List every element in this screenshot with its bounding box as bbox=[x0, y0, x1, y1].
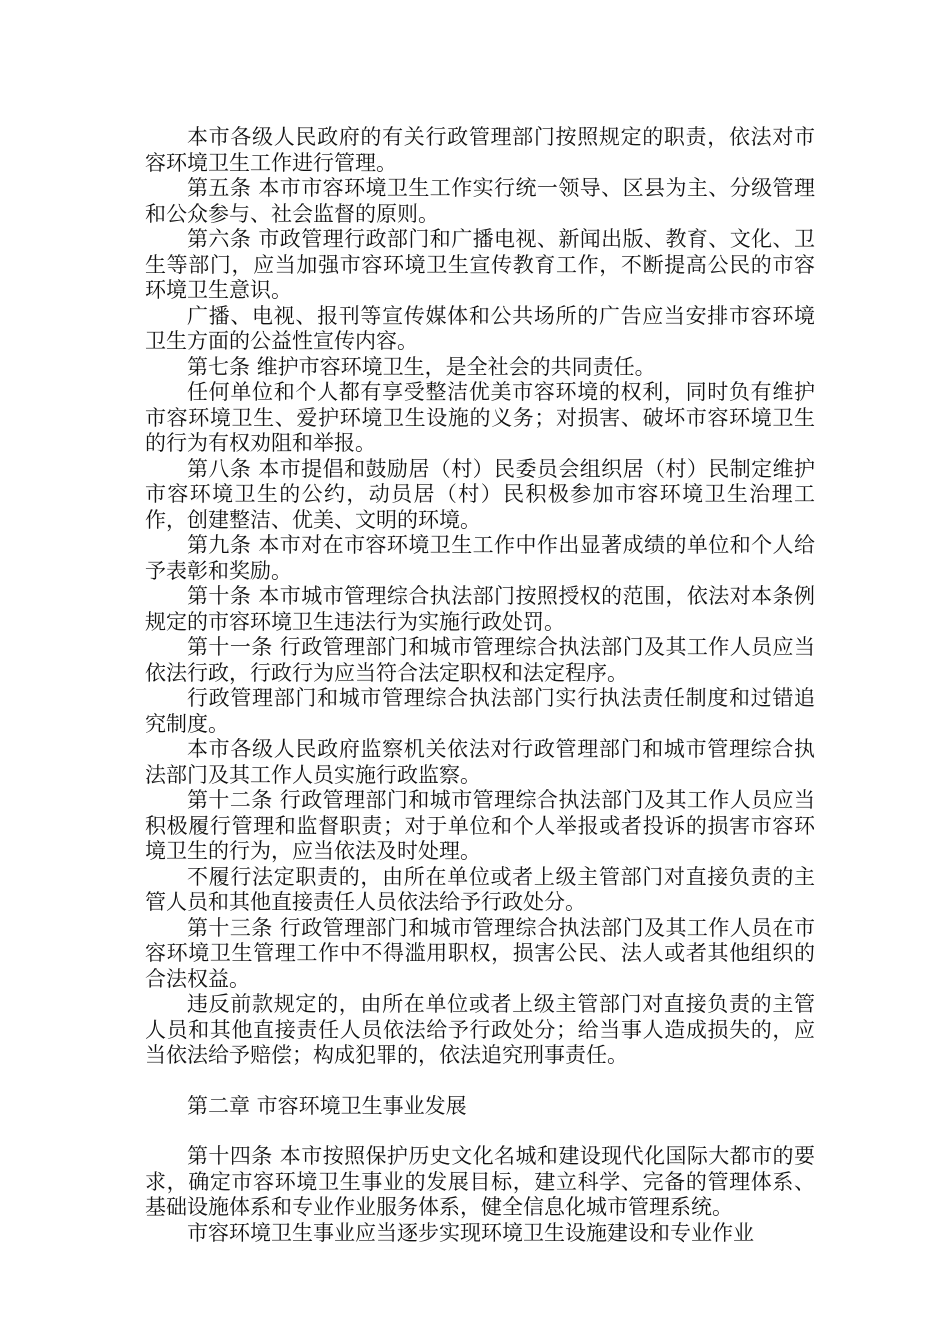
paragraph: 市容环境卫生事业应当逐步实现环境卫生设施建设和专业作业 bbox=[187, 1220, 754, 1245]
paragraph: 不履行法定职责的，由所在单位或者上级主管部门对直接负责的主管人员和其他直接责任人员依法给予行政处分。 bbox=[145, 864, 815, 914]
paragraph: 本市各级人民政府的有关行政管理部门按照规定的职责，依法对市容环境卫生工作进行管理。 bbox=[145, 125, 815, 175]
article-11: 第十一条 行政管理部门和城市管理综合执法部门及其工作人员应当依法行政，行政行为应当符合法定职权和法定程序。 bbox=[145, 635, 815, 685]
paragraph: 任何单位和个人都有享受整洁优美市容环境的权利，同时负有维护市容环境卫生、爱护环境卫生设施的义务；对损害、破坏市容环境卫生的行为有权劝阻和举报。 bbox=[145, 380, 815, 455]
paragraph: 广播、电视、报刊等宣传媒体和公共场所的广告应当安排市容环境卫生方面的公益性宣传内容。 bbox=[145, 303, 815, 353]
article-7: 第七条 维护市容环境卫生，是全社会的共同责任。 bbox=[187, 354, 656, 379]
article-12: 第十二条 行政管理部门和城市管理综合执法部门及其工作人员应当积极履行管理和监督职责；对于单位和个人举报或者投诉的损害市容环境卫生的行为，应当依法及时处理。 bbox=[145, 788, 815, 863]
paragraph: 本市各级人民政府监察机关依法对行政管理部门和城市管理综合执法部门及其工作人员实施行政监察。 bbox=[145, 737, 815, 787]
article-9: 第九条 本市对在市容环境卫生工作中作出显著成绩的单位和个人给予表彰和奖励。 bbox=[145, 533, 815, 583]
paragraph: 行政管理部门和城市管理综合执法部门实行执法责任制度和过错追究制度。 bbox=[145, 686, 815, 736]
article-13: 第十三条 行政管理部门和城市管理综合执法部门及其工作人员在市容环境卫生管理工作中不得滥用职权，损害公民、法人或者其他组织的合法权益。 bbox=[145, 915, 815, 991]
article-5: 第五条 本市市容环境卫生工作实行统一领导、区县为主、分级管理和公众参与、社会监督的原则。 bbox=[145, 176, 815, 226]
chapter-heading: 第二章 市容环境卫生事业发展 bbox=[187, 1093, 467, 1118]
article-6: 第六条 市政管理行政部门和广播电视、新闻出版、教育、文化、卫生等部门，应当加强市容环境卫生宣传教育工作，不断提高公民的市容环境卫生意识。 bbox=[145, 227, 815, 302]
article-14: 第十四条 本市按照保护历史文化名城和建设现代化国际大都市的要求，确定市容环境卫生事业的发展目标，建立科学、完备的管理体系、基础设施体系和专业作业服务体系，健全信息化城市管理系统。 bbox=[145, 1144, 815, 1219]
article-8: 第八条 本市提倡和鼓励居（村）民委员会组织居（村）民制定维护市容环境卫生的公约，动员居（村）民积极参加市容环境卫生治理工作，创建整洁、优美、文明的环境。 bbox=[145, 456, 815, 532]
document-body bbox=[145, 125, 815, 1246]
article-10: 第十条 本市城市管理综合执法部门按照授权的范围，依法对本条例规定的市容环境卫生违法行为实施行政处罚。 bbox=[145, 584, 815, 634]
paragraph: 违反前款规定的，由所在单位或者上级主管部门对直接负责的主管人员和其他直接责任人员依法给予行政处分；给当事人造成损失的，应当依法给予赔偿；构成犯罪的，依法追究刑事责任。 bbox=[145, 992, 815, 1067]
